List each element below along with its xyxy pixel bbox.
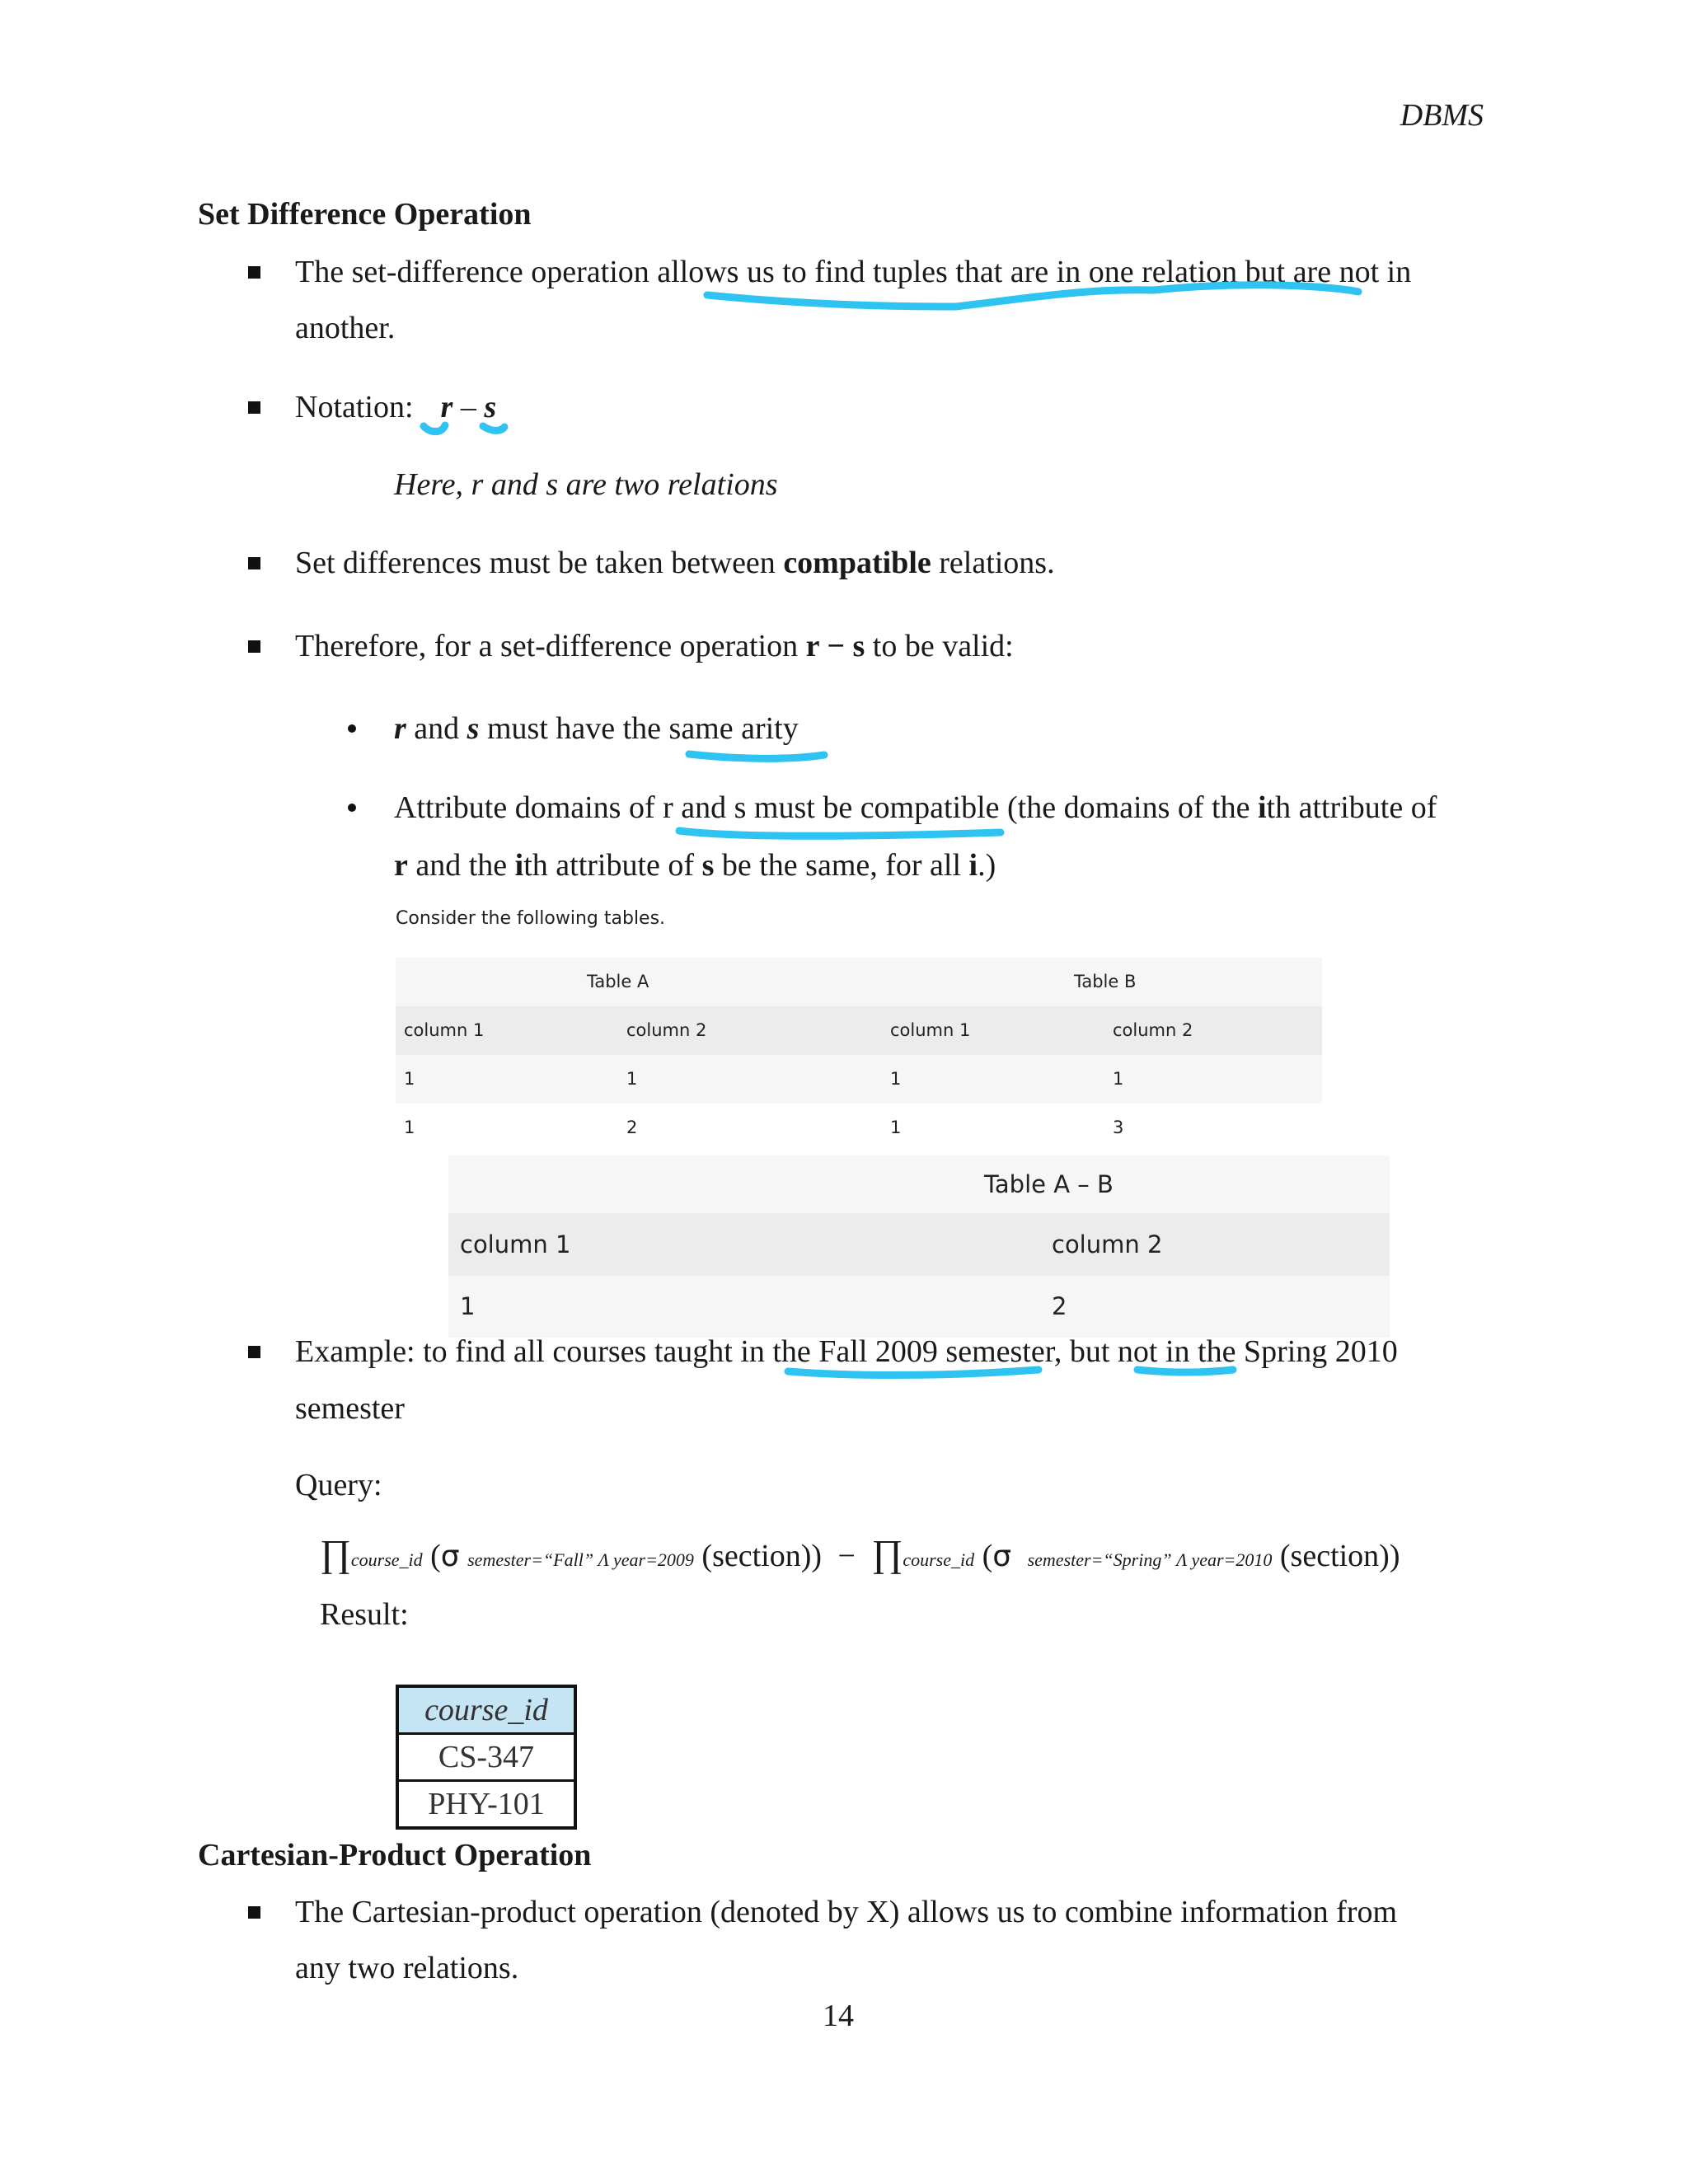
paren-open-1: ( bbox=[430, 1539, 441, 1573]
sub-2b-s: s bbox=[701, 848, 715, 883]
sigma-symbol-2: σ bbox=[992, 1540, 1012, 1573]
sub-2-i: i bbox=[1257, 790, 1267, 825]
table-a-col1: column 1 bbox=[404, 1020, 485, 1040]
sub-2b-b: th attribute of bbox=[523, 848, 702, 883]
result-label: Result: bbox=[320, 1597, 409, 1632]
cartesian-line-1: The Cartesian-product operation (denoted by X) allows us to combine information from bbox=[295, 1895, 1398, 1929]
notation-note: Here, r and s are two relations bbox=[394, 467, 778, 502]
pi-subscript-1: course_id bbox=[350, 1549, 423, 1570]
sub-2b-i2: i bbox=[968, 848, 978, 883]
sub-2b-c: be the same, for all bbox=[714, 848, 969, 883]
bullet-4-post: to be valid: bbox=[865, 629, 1014, 663]
table-b-cell: 1 bbox=[890, 1069, 902, 1089]
difference-operator: − bbox=[837, 1539, 856, 1573]
sub-2b-r: r bbox=[394, 848, 408, 883]
bullet-3-bold: compatible bbox=[783, 546, 931, 580]
diff-col2: column 2 bbox=[1052, 1230, 1163, 1258]
highlight-stroke bbox=[689, 754, 824, 758]
highlight-stroke bbox=[1137, 1370, 1233, 1372]
bullet-3-post: relations. bbox=[931, 546, 1055, 580]
bullet-4-r: r bbox=[805, 629, 819, 663]
notation-label: Notation: bbox=[295, 390, 414, 424]
table-a-cell: 1 bbox=[404, 1118, 415, 1137]
notation-minus: – bbox=[460, 390, 476, 424]
sigma-condition-1: semester=“Fall” Λ year=2009 bbox=[467, 1549, 694, 1570]
example-line-2: semester bbox=[295, 1391, 405, 1426]
highlight-stroke bbox=[424, 425, 445, 432]
page-number: 14 bbox=[823, 1999, 854, 2033]
highlight-stroke bbox=[679, 831, 1001, 836]
sub-1-s: s bbox=[467, 711, 480, 746]
bullet-4-pre: Therefore, for a set-difference operation bbox=[295, 629, 806, 663]
sigma-symbol-1: σ bbox=[440, 1540, 460, 1573]
consider-caption: Consider the following tables. bbox=[396, 908, 666, 929]
section-relation-2: (section)) bbox=[1279, 1539, 1400, 1573]
notation-s: s bbox=[484, 390, 497, 424]
bullet-4-s: s bbox=[852, 629, 865, 663]
pi-symbol-1: ∏ bbox=[320, 1532, 351, 1574]
bullet-3-pre: Set differences must be taken between bbox=[295, 546, 784, 580]
table-b-cell: 3 bbox=[1113, 1118, 1124, 1137]
bullet-4-minus: − bbox=[818, 629, 853, 663]
sub-1-and: and bbox=[406, 711, 467, 746]
pi-symbol-2: ∏ bbox=[871, 1532, 903, 1574]
cartesian-line-2: any two relations. bbox=[295, 1951, 519, 1985]
bullet-1-line-1: The set-difference operation allows us to find tuples that are in one relation but are not in bbox=[295, 255, 1412, 289]
table-a-cell: 1 bbox=[404, 1069, 415, 1089]
bullet-1-line-2: another. bbox=[295, 311, 396, 345]
sub-2b-d: .) bbox=[978, 848, 996, 883]
table-row: CS-347 bbox=[399, 1732, 574, 1779]
sub-2b-a: and the bbox=[407, 848, 515, 883]
notation-r: r bbox=[440, 390, 453, 424]
running-header: DBMS bbox=[1400, 98, 1484, 133]
highlight-stroke bbox=[707, 285, 1358, 307]
diff-title: Table A – B bbox=[984, 1170, 1114, 1198]
paren-open-2: ( bbox=[982, 1539, 993, 1573]
section-title-cartesian-product: Cartesian-Product Operation bbox=[198, 1838, 592, 1872]
sub-2-post: th attribute of bbox=[1266, 790, 1437, 825]
section-relation-1: (section)) bbox=[701, 1539, 823, 1573]
table-a-cell: 1 bbox=[626, 1069, 638, 1089]
diff-cell: 2 bbox=[1052, 1292, 1067, 1320]
section-title-set-difference: Set Difference Operation bbox=[198, 197, 532, 232]
sub-1-post: must have the same arity bbox=[479, 711, 799, 746]
table-b-cell: 1 bbox=[1113, 1069, 1124, 1089]
pi-subscript-2: course_id bbox=[903, 1549, 975, 1570]
table-a-title: Table A bbox=[587, 972, 649, 991]
sub-2b-i: i bbox=[514, 848, 524, 883]
highlight-stroke bbox=[788, 1370, 1039, 1375]
table-b-title: Table B bbox=[1074, 972, 1137, 991]
table-a-col2: column 2 bbox=[626, 1020, 707, 1040]
highlight-stroke bbox=[483, 426, 504, 430]
sub-2-pre: Attribute domains of r and s must be compatible (the domains of the bbox=[394, 790, 1258, 825]
diff-col1: column 1 bbox=[460, 1230, 571, 1258]
table-b-cell: 1 bbox=[890, 1118, 902, 1137]
example-line-1: Example: to find all courses taught in the Fall 2009 semester, but not in the Spring 2010 bbox=[295, 1334, 1398, 1369]
table-a-cell: 2 bbox=[626, 1118, 638, 1137]
table-b-col1: column 1 bbox=[890, 1020, 971, 1040]
sigma-condition-2: semester=“Spring” Λ year=2010 bbox=[1027, 1549, 1273, 1570]
result-header: course_id bbox=[399, 1688, 574, 1732]
query-label: Query: bbox=[295, 1468, 382, 1502]
table-b-col2: column 2 bbox=[1113, 1020, 1193, 1040]
sub-1-r: r bbox=[394, 711, 406, 746]
table-row: PHY-101 bbox=[399, 1779, 574, 1826]
diff-cell: 1 bbox=[460, 1292, 476, 1320]
